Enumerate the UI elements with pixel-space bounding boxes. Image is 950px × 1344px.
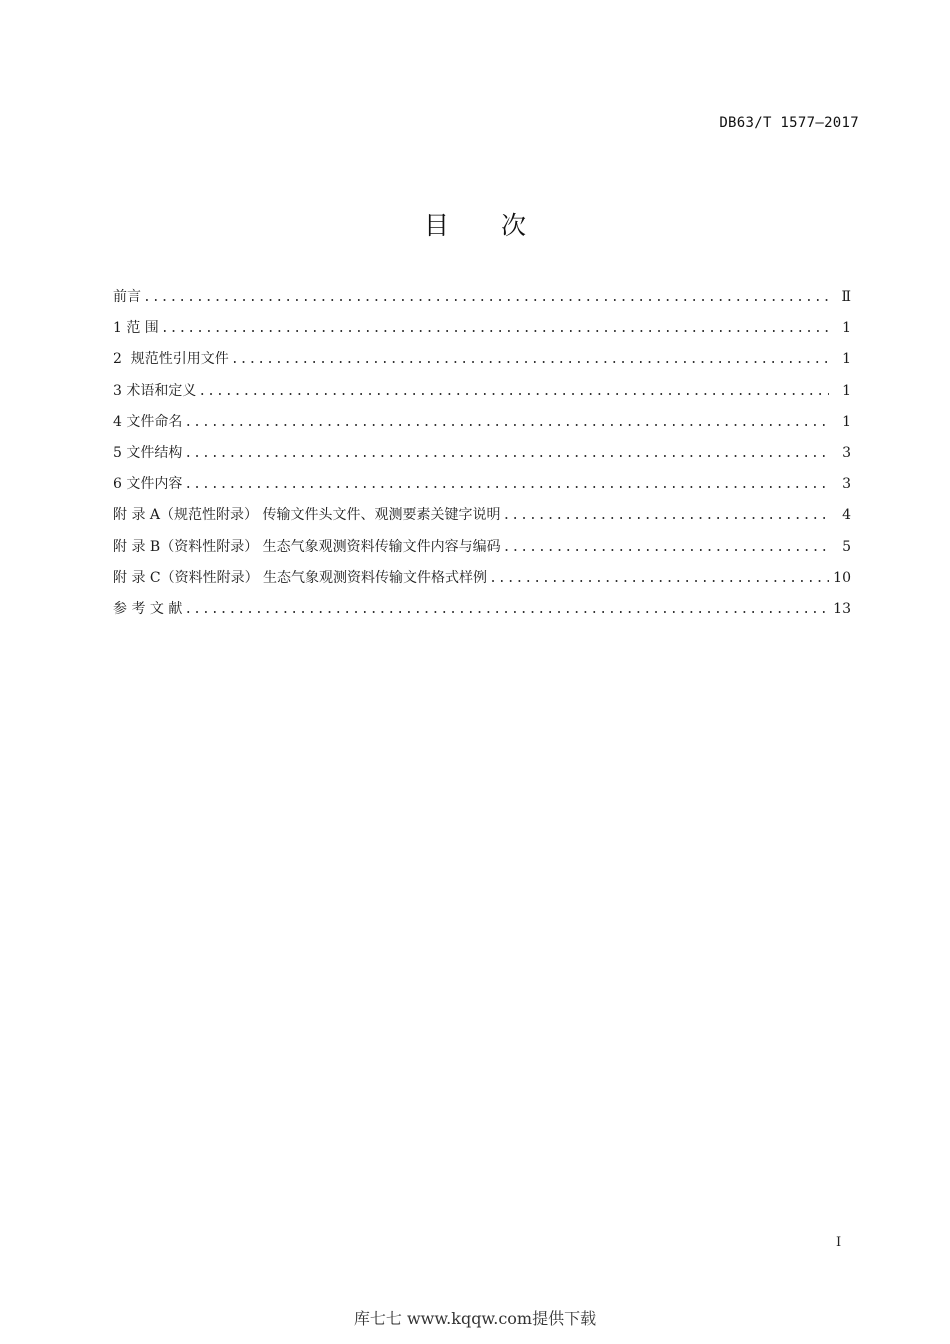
toc-entry-page: 3	[842, 476, 851, 493]
toc-entry-appendix-a[interactable]	[113, 500, 851, 531]
toc-leader-dots	[198, 376, 829, 407]
toc-entry-label: 附 录 B（资料性附录） 生态气象观测资料传输文件内容与编码	[113, 538, 501, 555]
toc-entry-label: 前言	[113, 289, 141, 305]
toc-entry-file-content[interactable]	[113, 469, 851, 500]
toc-entry-label: 附 录 C（资料性附录） 生态气象观测资料传输文件格式样例	[113, 569, 488, 586]
document-code: DB63/T 1577—2017	[719, 115, 859, 131]
toc-entry-scope[interactable]	[113, 313, 851, 344]
toc-entry-page: 1	[842, 382, 851, 399]
toc-leader-dots	[184, 469, 829, 500]
toc-entry-page: 4	[842, 507, 851, 524]
toc-entry-page: 1	[842, 413, 851, 430]
toc-entry-bibliography[interactable]	[113, 594, 851, 625]
toc-leader-dots	[143, 282, 829, 313]
toc-entry-appendix-b[interactable]	[113, 532, 851, 563]
toc-entry-page: 10	[833, 569, 851, 586]
toc-leader-dots	[184, 594, 829, 625]
toc-leader-dots	[502, 500, 829, 531]
toc-entry-terms-definitions[interactable]	[113, 376, 851, 407]
toc-entry-foreword[interactable]	[113, 282, 851, 313]
toc-entry-label: 1 范 围	[113, 320, 159, 337]
toc-leader-dots	[184, 407, 829, 438]
toc-leader-dots	[184, 438, 829, 469]
toc-entry-appendix-c[interactable]	[113, 563, 851, 594]
toc-entry-label: 4 文件命名	[113, 413, 183, 430]
toc-entry-file-naming[interactable]	[113, 407, 851, 438]
toc-leader-dots	[489, 563, 829, 594]
toc-title: 目次	[423, 211, 578, 240]
toc-leader-dots	[161, 313, 829, 344]
toc-entry-page: 1	[842, 320, 851, 337]
table-of-contents	[113, 282, 851, 625]
toc-entry-page: Ⅱ	[841, 289, 851, 305]
toc-entry-page: 1	[842, 351, 851, 368]
page-number: I	[836, 1235, 842, 1250]
toc-entry-label: 附 录 A（规范性附录） 传输文件头文件、观测要素关键字说明	[113, 507, 501, 524]
toc-entry-file-structure[interactable]	[113, 438, 851, 469]
toc-entry-normative-references[interactable]	[113, 344, 851, 375]
toc-leader-dots	[503, 532, 829, 563]
toc-entry-page: 13	[833, 600, 851, 617]
toc-leader-dots	[231, 344, 829, 375]
toc-entry-label: 6 文件内容	[113, 476, 183, 493]
toc-entry-label: 5 文件结构	[113, 444, 183, 461]
toc-entry-label: 2 规范性引用文件	[113, 351, 229, 368]
toc-entry-page: 3	[842, 444, 851, 461]
download-watermark: 库七七 www.kqqw.com提供下载	[353, 1309, 597, 1328]
toc-entry-page: 5	[842, 538, 851, 555]
toc-entry-label: 参 考 文 献	[113, 600, 183, 617]
toc-entry-label: 3 术语和定义	[113, 382, 197, 399]
